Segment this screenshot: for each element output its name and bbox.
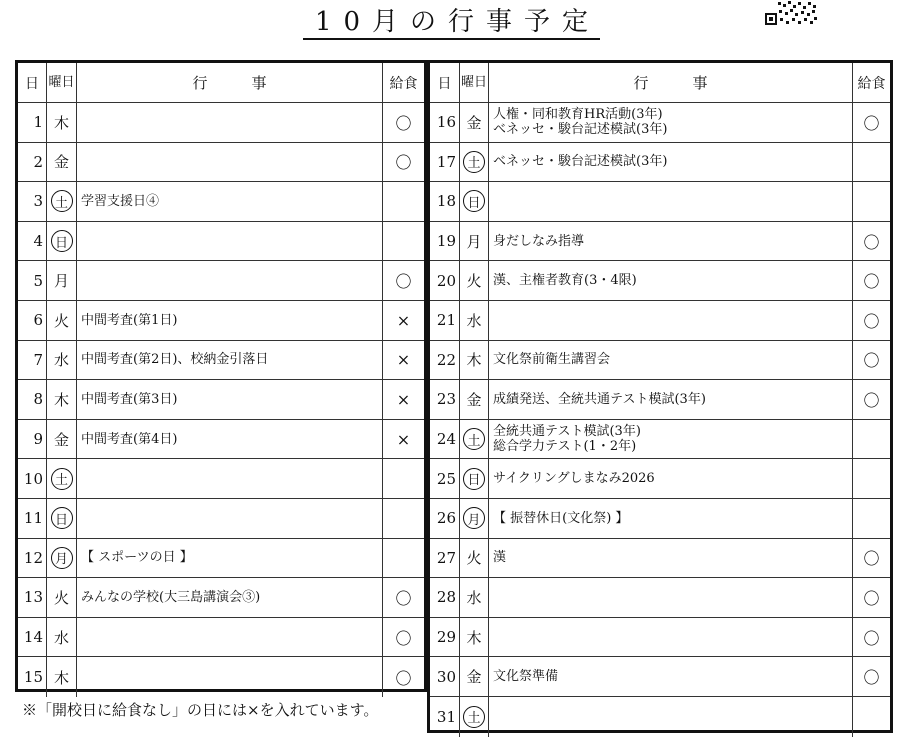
schedule-table-right	[427, 60, 893, 733]
weekday-cell	[460, 539, 489, 578]
weekday-cell	[47, 578, 77, 617]
weekday-label: 火	[466, 272, 482, 291]
table-row	[18, 459, 424, 499]
holiday-weekday-label: 土	[51, 468, 73, 490]
weekday-cell	[47, 499, 77, 538]
weekday-label: 火	[53, 588, 69, 607]
day-cell: 5	[18, 261, 47, 300]
event-line: 学習支援日④	[81, 193, 160, 209]
lunch-cell: ×	[396, 310, 411, 330]
table-row	[430, 103, 890, 143]
event-cell	[77, 578, 383, 617]
day-cell: 17	[430, 143, 460, 182]
holiday-weekday-label: 月	[463, 507, 485, 529]
weekday-label: 金	[466, 668, 482, 687]
weekday-label: 金	[53, 430, 69, 449]
event-cell	[77, 657, 383, 697]
day-cell: 21	[430, 301, 460, 340]
event-cell	[77, 420, 383, 459]
day-cell: 3	[18, 182, 47, 221]
table-row	[430, 578, 890, 618]
header-dow: 曜日	[460, 63, 489, 102]
weekday-cell	[47, 222, 77, 261]
event-line: 身だしなみ指導	[493, 233, 585, 249]
lunch-cell	[853, 459, 890, 498]
table-row	[18, 143, 424, 183]
weekday-label: 木	[53, 390, 69, 409]
table-row	[430, 222, 890, 262]
lunch-cell: 〇	[395, 628, 412, 648]
lunch-cell: 〇	[395, 113, 412, 133]
event-cell	[489, 261, 853, 300]
weekday-cell	[47, 618, 77, 657]
day-cell: 26	[430, 499, 460, 538]
event-cell	[77, 103, 383, 142]
weekday-label: 水	[53, 351, 69, 370]
header-day: 日	[430, 63, 460, 102]
lunch-cell	[853, 697, 890, 737]
lunch-cell: 〇	[863, 668, 880, 688]
day-cell: 1	[18, 103, 47, 142]
weekday-cell	[47, 341, 77, 380]
day-cell: 14	[18, 618, 47, 657]
event-line: 中間考査(第3日)	[81, 391, 178, 407]
weekday-label: 金	[466, 390, 482, 409]
weekday-cell	[460, 499, 489, 538]
header-event: 行事	[77, 63, 383, 102]
event-line: 文化祭前衛生講習会	[493, 352, 611, 368]
day-cell: 15	[18, 657, 47, 697]
event-cell	[489, 182, 853, 221]
weekday-cell	[47, 539, 77, 578]
event-cell	[489, 301, 853, 340]
table-row	[18, 103, 424, 143]
lunch-cell	[383, 222, 424, 261]
event-line: 人権・同和教育HR活動(3年)	[493, 107, 663, 123]
event-cell	[489, 499, 853, 538]
table-row	[18, 341, 424, 381]
table-row	[430, 499, 890, 539]
event-cell	[489, 341, 853, 380]
event-cell	[489, 103, 853, 142]
day-cell: 19	[430, 222, 460, 261]
event-cell	[77, 143, 383, 182]
weekday-label: 水	[466, 588, 482, 607]
event-line: 中間考査(第2日)、校納金引落日	[81, 352, 269, 368]
event-cell	[77, 341, 383, 380]
event-cell	[489, 697, 853, 737]
qr-code-icon	[764, 0, 819, 26]
event-cell	[77, 499, 383, 538]
event-cell	[77, 380, 383, 419]
weekday-cell	[47, 657, 77, 697]
table-row	[430, 420, 890, 460]
weekday-cell	[460, 380, 489, 419]
day-cell: 9	[18, 420, 47, 459]
header-lunch: 給食	[857, 75, 886, 92]
event-cell	[77, 618, 383, 657]
weekday-cell	[460, 143, 489, 182]
weekday-cell	[460, 697, 489, 737]
lunch-cell	[383, 459, 424, 498]
table-row	[18, 499, 424, 539]
weekday-label: 月	[466, 232, 482, 251]
event-line: 中間考査(第4日)	[81, 431, 178, 447]
day-cell: 16	[430, 103, 460, 142]
event-line: 【 振替休日(文化祭) 】	[493, 510, 629, 526]
event-cell	[77, 222, 383, 261]
weekday-cell	[460, 618, 489, 657]
weekday-label: 火	[53, 311, 69, 330]
page-title: 10月の行事予定	[0, 2, 903, 42]
lunch-cell: 〇	[863, 113, 880, 133]
table-header	[18, 63, 424, 103]
weekday-label: 火	[466, 549, 482, 568]
event-cell	[489, 143, 853, 182]
table-row	[18, 261, 424, 301]
weekday-cell	[460, 261, 489, 300]
lunch-cell	[383, 539, 424, 578]
holiday-weekday-label: 土	[51, 190, 73, 212]
weekday-label: 水	[466, 311, 482, 330]
weekday-cell	[47, 143, 77, 182]
event-line: 中間考査(第1日)	[81, 312, 178, 328]
lunch-cell	[383, 499, 424, 538]
event-cell	[489, 578, 853, 617]
lunch-cell: 〇	[863, 588, 880, 608]
lunch-cell: ×	[396, 429, 411, 449]
table-row	[430, 380, 890, 420]
weekday-cell	[460, 182, 489, 221]
table-row	[430, 301, 890, 341]
weekday-cell	[460, 301, 489, 340]
table-row	[18, 539, 424, 579]
event-cell	[489, 459, 853, 498]
event-line: みんなの学校(大三島講演会③)	[81, 589, 261, 605]
lunch-cell	[853, 143, 890, 182]
footnote: ※「開校日に給食なし」の日には×を入れています。	[22, 701, 379, 719]
weekday-cell	[460, 222, 489, 261]
header-day: 日	[18, 63, 47, 102]
lunch-cell: ×	[396, 389, 411, 409]
day-cell: 8	[18, 380, 47, 419]
table-row	[430, 618, 890, 658]
weekday-cell	[460, 578, 489, 617]
weekday-cell	[460, 657, 489, 696]
lunch-cell	[853, 499, 890, 538]
event-line: 【 スポーツの日 】	[81, 550, 193, 566]
weekday-label: 金	[53, 153, 69, 172]
lunch-cell: 〇	[863, 311, 880, 331]
holiday-weekday-label: 日	[51, 507, 73, 529]
table-row	[430, 459, 890, 499]
holiday-weekday-label: 日	[463, 468, 485, 490]
header-lunch: 給食	[389, 75, 418, 92]
event-line: 文化祭準備	[493, 669, 559, 685]
event-line: 全統共通テスト模試(3年)	[493, 424, 641, 440]
day-cell: 30	[430, 657, 460, 696]
lunch-cell	[853, 182, 890, 221]
event-cell	[489, 618, 853, 657]
weekday-label: 木	[466, 628, 482, 647]
day-cell: 7	[18, 341, 47, 380]
event-cell	[77, 261, 383, 300]
weekday-cell	[47, 459, 77, 498]
day-cell: 10	[18, 459, 47, 498]
weekday-label: 木	[53, 668, 69, 687]
day-cell: 29	[430, 618, 460, 657]
event-cell	[489, 222, 853, 261]
weekday-cell	[47, 420, 77, 459]
event-cell	[489, 420, 853, 459]
day-cell: 25	[430, 459, 460, 498]
event-line: 漢	[493, 550, 507, 566]
table-row	[18, 301, 424, 341]
weekday-cell	[47, 182, 77, 221]
schedule-table-left	[15, 60, 427, 692]
day-cell: 27	[430, 539, 460, 578]
table-row	[430, 697, 890, 737]
weekday-cell	[47, 301, 77, 340]
event-cell	[77, 301, 383, 340]
day-cell: 12	[18, 539, 47, 578]
lunch-cell: 〇	[863, 390, 880, 410]
table-row	[430, 182, 890, 222]
weekday-label: 金	[466, 113, 482, 132]
weekday-label: 木	[466, 351, 482, 370]
day-cell: 18	[430, 182, 460, 221]
table-row	[430, 539, 890, 579]
lunch-cell: 〇	[863, 351, 880, 371]
lunch-cell: 〇	[863, 232, 880, 252]
holiday-weekday-label: 土	[463, 706, 485, 728]
lunch-cell	[383, 182, 424, 221]
day-cell: 22	[430, 341, 460, 380]
table-header	[430, 63, 890, 103]
day-cell: 11	[18, 499, 47, 538]
weekday-cell	[460, 420, 489, 459]
event-line: 漢、主権者教育(3・4限)	[493, 273, 637, 289]
table-row	[430, 143, 890, 183]
table-row	[18, 182, 424, 222]
weekday-label: 月	[53, 272, 69, 291]
event-line: ベネッセ・駿台記述模試(3年)	[493, 122, 668, 138]
day-cell: 13	[18, 578, 47, 617]
lunch-cell: 〇	[395, 588, 412, 608]
table-row	[18, 420, 424, 460]
weekday-label: 木	[53, 113, 69, 132]
lunch-cell: 〇	[863, 272, 880, 292]
event-line: サイクリングしまなみ2026	[493, 471, 655, 487]
table-row	[430, 261, 890, 301]
header-dow: 曜日	[47, 63, 77, 102]
table-row	[430, 657, 890, 697]
table-row	[18, 578, 424, 618]
weekday-label: 水	[53, 628, 69, 647]
lunch-cell: 〇	[395, 153, 412, 173]
event-cell	[489, 539, 853, 578]
table-row	[18, 222, 424, 262]
lunch-cell: 〇	[863, 549, 880, 569]
weekday-cell	[460, 103, 489, 142]
event-line: ベネッセ・駿台記述模試(3年)	[493, 154, 668, 170]
holiday-weekday-label: 日	[463, 190, 485, 212]
day-cell: 24	[430, 420, 460, 459]
lunch-cell: 〇	[395, 668, 412, 688]
weekday-cell	[460, 459, 489, 498]
event-cell	[489, 657, 853, 696]
holiday-weekday-label: 月	[51, 547, 73, 569]
table-row	[18, 657, 424, 697]
day-cell: 4	[18, 222, 47, 261]
day-cell: 6	[18, 301, 47, 340]
event-cell	[77, 182, 383, 221]
day-cell: 20	[430, 261, 460, 300]
event-cell	[489, 380, 853, 419]
weekday-cell	[47, 103, 77, 142]
day-cell: 28	[430, 578, 460, 617]
lunch-cell: 〇	[863, 628, 880, 648]
holiday-weekday-label: 土	[463, 428, 485, 450]
day-cell: 2	[18, 143, 47, 182]
day-cell: 31	[430, 697, 460, 737]
weekday-cell	[47, 380, 77, 419]
holiday-weekday-label: 土	[463, 151, 485, 173]
lunch-cell: ×	[396, 350, 411, 370]
weekday-cell	[460, 341, 489, 380]
table-row	[18, 618, 424, 658]
weekday-cell	[47, 261, 77, 300]
table-row	[430, 341, 890, 381]
event-cell	[77, 459, 383, 498]
lunch-cell: 〇	[395, 272, 412, 292]
lunch-cell	[853, 420, 890, 459]
event-line: 成績発送、全統共通テスト模試(3年)	[493, 391, 706, 407]
day-cell: 23	[430, 380, 460, 419]
header-event: 行事	[489, 63, 853, 102]
event-line: 総合学力テスト(1・2年)	[493, 439, 637, 455]
table-row	[18, 380, 424, 420]
holiday-weekday-label: 日	[51, 230, 73, 252]
event-cell	[77, 539, 383, 578]
